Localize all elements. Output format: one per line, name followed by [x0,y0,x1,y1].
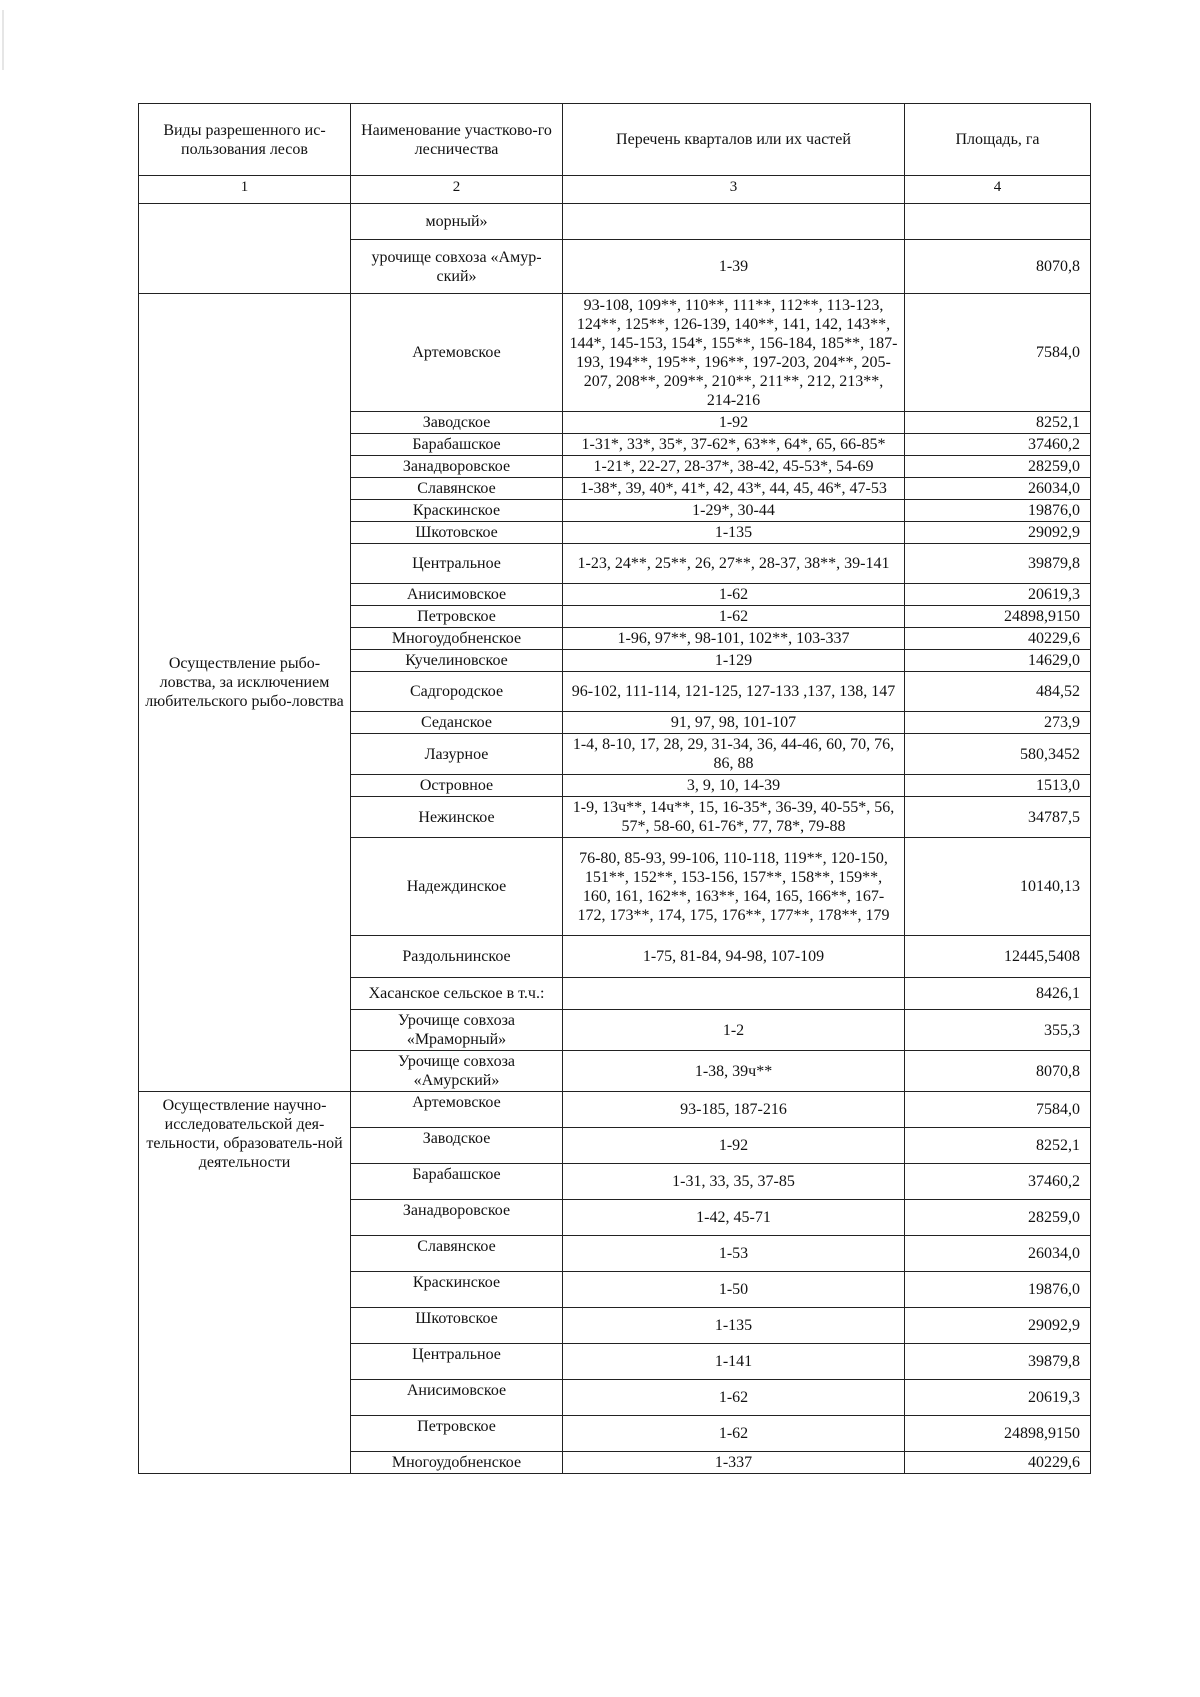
area-cell: 34787,5 [905,797,1091,838]
quarters-cell: 91, 97, 98, 101-107 [563,712,905,734]
forestry-name-cell: Краскинское [351,1272,563,1308]
forestry-name-cell: Славянское [351,1236,563,1272]
header-usage-type: Виды разрешенного ис-пользования лесов [139,104,351,176]
header-forestry-name: Наименование участково-го лесничества [351,104,563,176]
quarters-cell [563,978,905,1010]
quarters-cell: 1-23, 24**, 25**, 26, 27**, 28-37, 38**, 39-141 [563,544,905,584]
area-cell: 24898,9150 [905,606,1091,628]
forestry-name-cell: морный» [351,204,563,240]
area-cell: 39879,8 [905,544,1091,584]
forestry-name-cell: Шкотовское [351,522,563,544]
forestry-name-cell: Шкотовское [351,1308,563,1344]
forestry-name-cell: Надеждинское [351,838,563,936]
quarters-cell: 96-102, 111-114, 121-125, 127-133 ,137, 138, 147 [563,672,905,712]
forestry-name-cell: Анисимовское [351,584,563,606]
table-row [139,294,1091,412]
quarters-cell: 1-62 [563,1416,905,1452]
area-cell: 10140,13 [905,838,1091,936]
quarters-cell: 1-2 [563,1010,905,1051]
quarters-cell: 1-62 [563,606,905,628]
forestry-name-cell: Занадворовское [351,1200,563,1236]
quarters-cell: 1-141 [563,1344,905,1380]
area-cell: 28259,0 [905,456,1091,478]
column-number-3: 3 [563,176,905,204]
forestry-name-cell: Артемовское [351,1092,563,1128]
area-cell: 7584,0 [905,1092,1091,1128]
quarters-cell: 1-38*, 39, 40*, 41*, 42, 43*, 44, 45, 46*, 47-53 [563,478,905,500]
area-cell: 484,52 [905,672,1091,712]
area-cell: 40229,6 [905,1452,1091,1474]
area-cell: 28259,0 [905,1200,1091,1236]
quarters-cell: 1-92 [563,1128,905,1164]
area-cell: 8070,8 [905,240,1091,294]
quarters-cell: 1-9, 13ч**, 14ч**, 15, 16-35*, 36-39, 40-55*, 56, 57*, 58-60, 61-76*, 77, 78*, 79-88 [563,797,905,838]
area-cell: 580,3452 [905,734,1091,775]
quarters-cell: 1-42, 45-71 [563,1200,905,1236]
scan-edge [2,10,4,70]
area-cell [905,204,1091,240]
forestry-name-cell: Раздольнинское [351,936,563,978]
forestry-name-cell: Артемовское [351,294,563,412]
column-number-4: 4 [905,176,1091,204]
area-cell: 29092,9 [905,1308,1091,1344]
header-row [139,104,1091,176]
column-number-2: 2 [351,176,563,204]
forestry-name-cell: Нежинское [351,797,563,838]
quarters-cell: 1-96, 97**, 98-101, 102**, 103-337 [563,628,905,650]
quarters-cell: 1-50 [563,1272,905,1308]
quarters-cell: 1-75, 81-84, 94-98, 107-109 [563,936,905,978]
quarters-cell: 1-31, 33, 35, 37-85 [563,1164,905,1200]
quarters-cell: 1-337 [563,1452,905,1474]
area-cell: 1513,0 [905,775,1091,797]
area-cell: 8252,1 [905,1128,1091,1164]
table-row [139,1092,1091,1128]
usage-type-research: Осуществление научно-исследовательской дея-тельности, образователь-ной деятельности [139,1092,351,1474]
forestry-name-cell: Славянское [351,478,563,500]
forestry-name-cell: Центральное [351,544,563,584]
area-cell: 14629,0 [905,650,1091,672]
quarters-cell: 1-135 [563,522,905,544]
area-cell: 20619,3 [905,584,1091,606]
usage-type-cell-continued [139,204,351,294]
area-cell: 8426,1 [905,978,1091,1010]
forestry-name-cell: Многоудобненское [351,628,563,650]
area-cell: 24898,9150 [905,1416,1091,1452]
forestry-name-cell: Садгородское [351,672,563,712]
quarters-cell: 1-39 [563,240,905,294]
quarters-cell: 1-53 [563,1236,905,1272]
quarters-cell: 3, 9, 10, 14-39 [563,775,905,797]
area-cell: 20619,3 [905,1380,1091,1416]
forest-use-table [138,103,1091,1474]
area-cell: 29092,9 [905,522,1091,544]
quarters-cell: 76-80, 85-93, 99-106, 110-118, 119**, 120-150, 151**, 152**, 153-156, 157**, 158**, 159**, 160, 161, 162**, 163**, 164, 165, 166**, 167-172, 173**, 174, 175, 176**, 177**, 178**, 179 [563,838,905,936]
forestry-name-cell: урочище совхоза «Амур-ский» [351,240,563,294]
quarters-cell: 1-31*, 33*, 35*, 37-62*, 63**, 64*, 65, 66-85* [563,434,905,456]
area-cell: 19876,0 [905,500,1091,522]
quarters-cell [563,204,905,240]
quarters-cell: 1-21*, 22-27, 28-37*, 38-42, 45-53*, 54-69 [563,456,905,478]
forestry-name-cell: Заводское [351,1128,563,1164]
forestry-name-cell: Хасанское сельское в т.ч.: [351,978,563,1010]
forestry-name-cell: Островное [351,775,563,797]
forestry-name-cell: Петровское [351,606,563,628]
forestry-name-cell: Анисимовское [351,1380,563,1416]
quarters-cell: 93-185, 187-216 [563,1092,905,1128]
forestry-name-cell: Заводское [351,412,563,434]
area-cell: 355,3 [905,1010,1091,1051]
area-cell: 8252,1 [905,412,1091,434]
header-quarters-list: Перечень кварталов или их частей [563,104,905,176]
area-cell: 273,9 [905,712,1091,734]
forestry-name-cell: Урочище совхоза «Амурский» [351,1051,563,1092]
area-cell: 37460,2 [905,1164,1091,1200]
column-number-row [139,176,1091,204]
forestry-name-cell: Многоудобненское [351,1452,563,1474]
quarters-cell: 93-108, 109**, 110**, 111**, 112**, 113-123, 124**, 125**, 126-139, 140**, 141, 142, 143**, 144*, 145-153, 154*, 155**, 156-184, 185**, 187-193, 194**, 195**, 196**, 197-203, 204**, 205-207, 208**, 209**, 210**, 211**, 212, 213**, 214-216 [563,294,905,412]
area-cell: 26034,0 [905,1236,1091,1272]
forestry-name-cell: Кучелиновское [351,650,563,672]
area-cell: 12445,5408 [905,936,1091,978]
area-cell: 40229,6 [905,628,1091,650]
forestry-name-cell: Петровское [351,1416,563,1452]
area-cell: 7584,0 [905,294,1091,412]
forestry-name-cell: Занадворовское [351,456,563,478]
quarters-cell: 1-29*, 30-44 [563,500,905,522]
quarters-cell: 1-38, 39ч** [563,1051,905,1092]
quarters-cell: 1-92 [563,412,905,434]
quarters-cell: 1-62 [563,1380,905,1416]
area-cell: 39879,8 [905,1344,1091,1380]
forestry-name-cell: Седанское [351,712,563,734]
quarters-cell: 1-129 [563,650,905,672]
area-cell: 8070,8 [905,1051,1091,1092]
quarters-cell: 1-4, 8-10, 17, 28, 29, 31-34, 36, 44-46, 60, 70, 76, 86, 88 [563,734,905,775]
header-area: Площадь, га [905,104,1091,176]
column-number-1: 1 [139,176,351,204]
table-row [139,204,1091,240]
usage-type-fishing: Осуществление рыбо-ловства, за исключением любительского рыбо-ловства [139,294,351,1092]
area-cell: 37460,2 [905,434,1091,456]
forestry-name-cell: Краскинское [351,500,563,522]
area-cell: 19876,0 [905,1272,1091,1308]
forestry-name-cell: Центральное [351,1344,563,1380]
forestry-name-cell: Барабашское [351,1164,563,1200]
forestry-name-cell: Лазурное [351,734,563,775]
quarters-cell: 1-62 [563,584,905,606]
quarters-cell: 1-135 [563,1308,905,1344]
area-cell: 26034,0 [905,478,1091,500]
forestry-name-cell: Барабашское [351,434,563,456]
forestry-name-cell: Урочище совхоза «Мраморный» [351,1010,563,1051]
